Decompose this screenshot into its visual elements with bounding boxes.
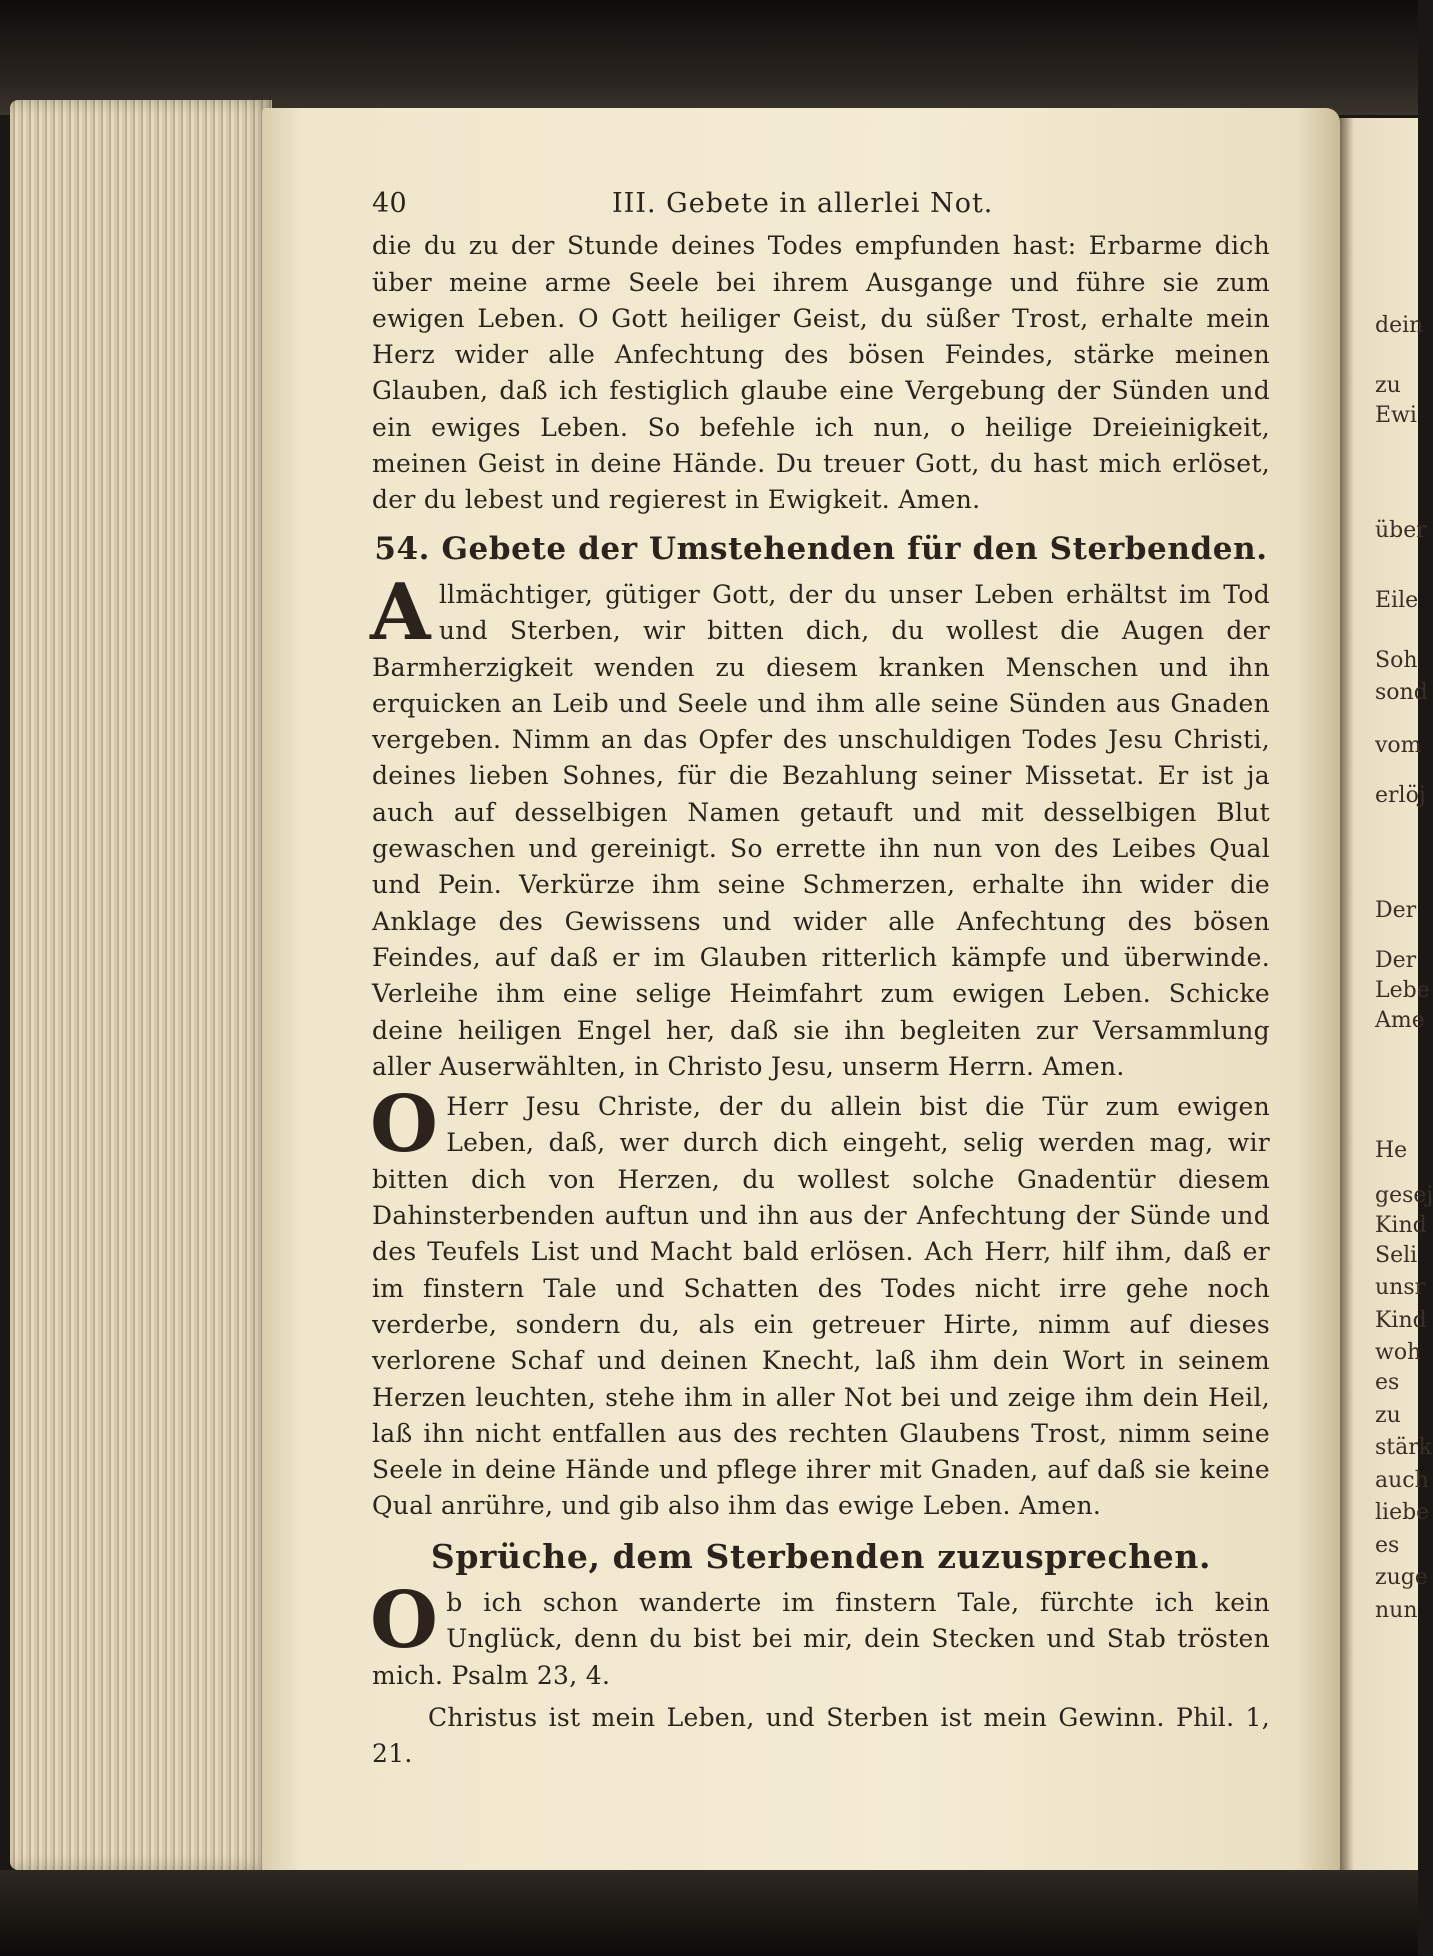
facing-page-fragment: Der [1375,948,1417,973]
saying-2: Christus ist mein Leben, und Sterben ist mein Gewinn. Phil. 1, 21. [372,1702,1270,1769]
section-heading: 54. Gebete der Umstehenden für den Sterbenden. [374,530,1268,567]
drop-cap: O [370,1079,439,1171]
facing-page-fragment: Soh [1375,648,1418,673]
page-text [372,186,1270,1772]
saying-1-text: b ich schon wanderte im finstern Tale, fürchte ich kein Unglück, denn du bist bei mir, dein Stecken und Stab trösten mich. Psalm 23, 4. [372,1587,1270,1690]
facing-page-fragment: Seli [1375,1243,1418,1268]
facing-page-fragment: Kind [1375,1308,1427,1333]
facing-page-fragment: erlöj [1375,783,1426,808]
facing-page-fragment: Lebe [1375,978,1430,1003]
drop-cap: A [370,566,431,658]
facing-page [1340,118,1433,1878]
running-title: III. Gebete in allerlei Not. [612,188,994,219]
sayings-heading: Sprüche, dem Sterbenden zuzusprechen. [430,1536,1212,1576]
facing-page-fragment: He [1375,1138,1408,1163]
facing-page-fragment: gesej [1375,1183,1433,1208]
saying-1 [370,1574,1270,1694]
book-top-edge [0,0,1418,115]
facing-page-fragment: Ewi [1375,403,1417,428]
facing-page-fragment: auch [1375,1468,1429,1493]
facing-page-fragment: es [1375,1533,1400,1558]
prayer-1-text: llmächtiger, gütiger Gott, der du unser Leben erhältst im Tod und Sterben, wir bitten dich, du wollest die Augen der Barmherzigkeit wenden zu diesem kranken Menschen und ihn erquicken an Leib und Seele und ihm alle seine Sünden aus Gnaden vergeben. Nimm an das Opfer des unschuldigen Todes Jesu Christi, deines lieben Sohnes, für die Bezahlung seiner Missetat. Er ist ja auch auf desselbigen Namen getauft und mit desselbigen Blut gewaschen und gereinigt. So errette ihn nun von des Leibes Qual und Pein. Verkürze ihm seine Schmerzen, erhalte ihn wider die Anklage des Gewissens und wider alle Anfechtung des bösen Feindes, auf daß er im Glauben ritterlich kämpfe und überwinde. Verleihe ihm eine selige Heimfahrt zum ewigen Leben. Schicke deine heiligen Engel her, daß sie ihn begleiten zur Versammlung aller Auserwählten, in Christo Jesu, unserm Herrn. Amen. [372,579,1270,1081]
facing-page-fragment: Eile [1375,588,1419,613]
facing-page-fragment: dein [1375,313,1424,338]
facing-page-fragment: zu [1375,1403,1401,1428]
drop-cap: O [370,1574,439,1666]
page-stack [10,100,272,1870]
prayer-2 [370,1079,1270,1525]
book-bottom-edge [0,1870,1418,1956]
facing-page-fragment: vom [1375,733,1422,758]
facing-page-fragment: es [1375,1370,1400,1395]
prayer-2-text: Herr Jesu Christe, der du allein bist die Tür zum ewigen Leben, daß, wer durch dich eingeht, selig werden mag, wir bitten dich von Herzen, du wollest solche Gnadentür diesem Dahinsterbenden auftun und ihn aus der Anfechtung der Sünde und des Teufels List und Macht bald erlösen. Ach Herr, hilf ihm, daß er im finstern Tale und Schatten des Todes nicht irre gehe noch verderbe, sondern du, als ein getreuer Hirte, nimm auf dieses verlorene Schaf und deinen Knecht, laß ihm dein Wort in seinem Herzen leuchten, stehe ihm in aller Not bei und zeige ihm dein Heil, laß ihn nicht entfallen aus des rechten Glaubens Trost, nimm seine Seele in deine Hände und pflege ihrer mit Gnaden, auf daß sie keine Qual anrühre, und gib also ihm das ewige Leben. Amen. [372,1092,1270,1521]
facing-page-fragment: stärk [1375,1435,1433,1460]
facing-page-fragment: sond [1375,680,1428,705]
facing-page-fragment: unsr [1375,1275,1426,1300]
prayer-1 [370,566,1270,1085]
facing-page-fragment: nun [1375,1598,1418,1623]
page-number: 40 [372,188,407,219]
facing-page-fragment: zu [1375,373,1401,398]
facing-page-fragment: über [1375,518,1427,543]
running-header [372,186,1270,222]
facing-page-fragment: liebe [1375,1500,1430,1525]
facing-page-fragment: Ame [1375,1008,1425,1033]
facing-page-fragment: Kind [1375,1213,1427,1238]
continued-prayer: die du zu der Stunde deines Todes empfunden hast: Erbarme dich über meine arme Seele bei ihrem Ausgange und führe sie zum ewigen Leben. O Gott heiliger Geist, du süßer Trost, erhalte mein Herz wider alle Anfechtung des bösen Feindes, stärke meinen Glauben, daß ich festiglich glaube eine Vergebung der Sünden und ein ewiges Leben. So befehle ich nun, o heilige Dreieinigkeit, meinen Geist in deine Hände. Du treuer Gott, du hast mich erlöset, der du lebest und regierest in Ewigkeit. Amen. [372,231,1270,515]
facing-page-fragment: woh [1375,1340,1422,1365]
facing-page-fragment: Der [1375,898,1417,923]
facing-page-fragment: zuge [1375,1565,1428,1590]
